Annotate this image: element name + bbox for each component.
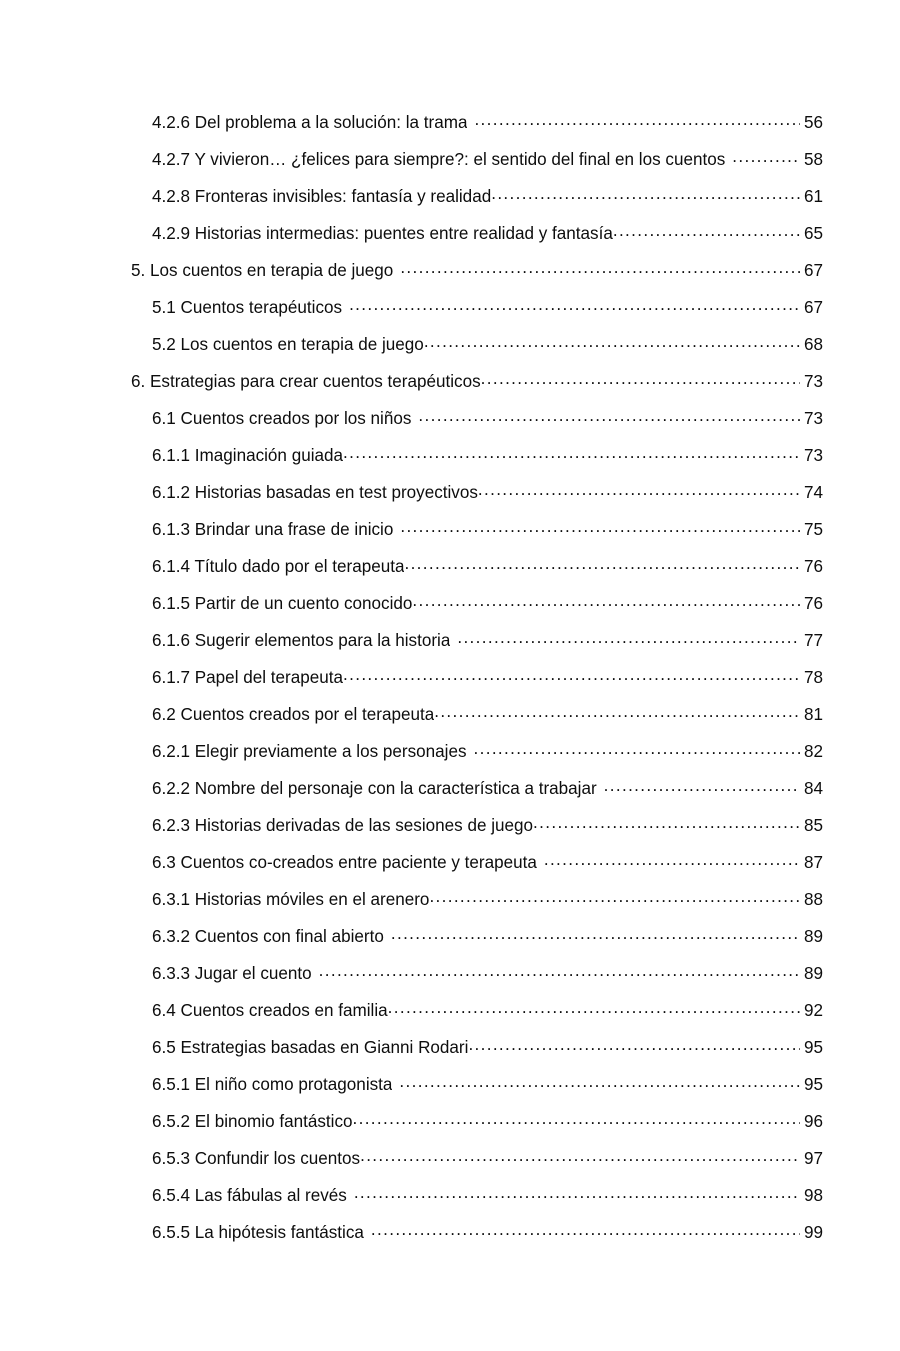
toc-dot-leader	[353, 1110, 801, 1127]
toc-dot-leader	[384, 925, 800, 942]
toc-page-number: 73	[803, 409, 823, 428]
toc-entry-label: 6.2.1 Elegir previamente a los personajes	[152, 742, 467, 761]
toc-page-number: 67	[803, 298, 823, 317]
toc-page-number: 82	[803, 742, 823, 761]
toc-entry[interactable]	[152, 622, 823, 659]
toc-entry-label: 6.2.3 Historias derivadas de las sesiones de juego	[152, 816, 534, 835]
toc-entry[interactable]	[152, 141, 823, 178]
toc-entry[interactable]	[152, 326, 823, 363]
toc-dot-leader	[468, 1036, 800, 1053]
toc-entry[interactable]	[152, 585, 823, 622]
toc-page-number: 87	[803, 853, 823, 872]
toc-entry-label: 6.1.7 Papel del terapeuta	[152, 668, 344, 687]
toc-page-number: 76	[803, 557, 823, 576]
toc-entry-label: 6.3.1 Historias móviles en el arenero	[152, 890, 430, 909]
toc-dot-leader	[450, 629, 800, 646]
toc-page-number: 65	[803, 224, 823, 243]
toc-page-number: 56	[803, 113, 823, 132]
toc-page-number: 67	[803, 261, 823, 280]
toc-entry[interactable]	[152, 770, 823, 807]
toc-dot-leader	[392, 1073, 800, 1090]
toc-entry-label: 6.5 Estrategias basadas en Gianni Rodari	[152, 1038, 469, 1057]
toc-entry-label: 5. Los cuentos en terapia de juego	[131, 261, 394, 280]
toc-page-number: 96	[803, 1112, 823, 1131]
toc-dot-leader	[613, 222, 800, 239]
toc-page-number: 77	[803, 631, 823, 650]
toc-entry[interactable]	[152, 104, 823, 141]
toc-page-number: 61	[803, 187, 823, 206]
toc-entry[interactable]	[152, 1066, 823, 1103]
toc-page-number: 78	[803, 668, 823, 687]
toc-entry-label: 4.2.8 Fronteras invisibles: fantasía y realidad	[152, 187, 492, 206]
toc-dot-leader	[478, 481, 800, 498]
toc-entry-label: 5.1 Cuentos terapéuticos	[152, 298, 343, 317]
toc-dot-leader	[467, 740, 800, 757]
toc-entry-label: 4.2.7 Y vivieron… ¿felices para siempre?: el sentido del final en los cuentos	[152, 150, 726, 169]
toc-page-number: 58	[803, 150, 823, 169]
toc-page-number: 73	[803, 446, 823, 465]
toc-page-number: 98	[803, 1186, 823, 1205]
toc-entry-label: 6.3.3 Jugar el cuento	[152, 964, 312, 983]
toc-entry[interactable]	[152, 955, 823, 992]
toc-page-number: 81	[803, 705, 823, 724]
toc-entry[interactable]	[152, 548, 823, 585]
toc-page-number: 85	[803, 816, 823, 835]
toc-entry[interactable]	[152, 696, 823, 733]
toc-dot-leader	[481, 370, 800, 387]
toc-dot-leader	[388, 999, 800, 1016]
toc-dot-leader	[342, 296, 800, 313]
toc-dot-leader	[393, 518, 800, 535]
toc-entry-label: 6.5.2 El binomio fantástico	[152, 1112, 353, 1131]
toc-entry[interactable]	[152, 511, 823, 548]
toc-entry-label: 6. Estrategias para crear cuentos terapéuticos	[131, 372, 481, 391]
toc-page-number: 74	[803, 483, 823, 502]
toc-entry-label: 6.2.2 Nombre del personaje con la característica a trabajar	[152, 779, 597, 798]
toc-page-number: 99	[803, 1223, 823, 1242]
toc-dot-leader	[424, 333, 800, 350]
table-of-contents	[0, 104, 900, 1251]
toc-entry[interactable]	[152, 474, 823, 511]
toc-entry[interactable]	[152, 733, 823, 770]
toc-dot-leader	[429, 888, 800, 905]
toc-entry-label: 6.1.1 Imaginación guiada	[152, 446, 344, 465]
toc-entry-label: 6.5.3 Confundir los cuentos	[152, 1149, 361, 1168]
toc-page-number: 95	[803, 1075, 823, 1094]
toc-entry[interactable]	[152, 1029, 823, 1066]
toc-entry[interactable]	[152, 807, 823, 844]
toc-entry-label: 6.1.3 Brindar una frase de inicio	[152, 520, 394, 539]
toc-entry-label: 6.3.2 Cuentos con final abierto	[152, 927, 384, 946]
toc-page-number: 73	[803, 372, 823, 391]
toc-dot-leader	[364, 1221, 800, 1238]
toc-dot-leader	[347, 1184, 800, 1201]
toc-page-number: 89	[803, 927, 823, 946]
toc-entry[interactable]	[152, 437, 823, 474]
toc-page-number: 75	[803, 520, 823, 539]
toc-entry[interactable]	[152, 992, 823, 1029]
toc-entry-label: 6.1.2 Historias basadas en test proyectivos	[152, 483, 478, 502]
toc-entry[interactable]	[131, 363, 823, 400]
toc-dot-leader	[491, 185, 800, 202]
toc-page-number: 88	[803, 890, 823, 909]
toc-entry[interactable]	[152, 289, 823, 326]
toc-page-number: 84	[803, 779, 823, 798]
toc-page-number: 92	[803, 1001, 823, 1020]
toc-entry[interactable]	[152, 1140, 823, 1177]
toc-entry-label: 4.2.6 Del problema a la solución: la trama	[152, 113, 468, 132]
toc-page-number: 68	[803, 335, 823, 354]
toc-dot-leader	[597, 777, 800, 794]
toc-entry-label: 6.4 Cuentos creados en familia	[152, 1001, 388, 1020]
toc-entry[interactable]	[131, 252, 823, 289]
toc-dot-leader	[537, 851, 800, 868]
toc-dot-leader	[533, 814, 800, 831]
toc-entry[interactable]	[152, 1214, 823, 1251]
toc-entry[interactable]	[152, 400, 823, 437]
toc-dot-leader	[725, 148, 800, 165]
toc-entry-label: 6.1 Cuentos creados por los niños	[152, 409, 412, 428]
toc-entry-label: 6.5.1 El niño como protagonista	[152, 1075, 393, 1094]
toc-entry[interactable]	[152, 918, 823, 955]
toc-dot-leader	[312, 962, 800, 979]
toc-entry-label: 5.2 Los cuentos en terapia de juego	[152, 335, 424, 354]
toc-page-number: 76	[803, 594, 823, 613]
toc-entry-label: 6.2 Cuentos creados por el terapeuta	[152, 705, 435, 724]
toc-dot-leader	[393, 259, 800, 276]
toc-dot-leader	[343, 444, 800, 461]
toc-page-number: 89	[803, 964, 823, 983]
toc-entry[interactable]	[152, 1177, 823, 1214]
toc-entry-label: 6.5.5 La hipótesis fantástica	[152, 1223, 364, 1242]
toc-page-number: 95	[803, 1038, 823, 1057]
toc-entry[interactable]	[152, 178, 823, 215]
toc-entry[interactable]	[152, 1103, 823, 1140]
toc-entry[interactable]	[152, 659, 823, 696]
toc-entry-label: 4.2.9 Historias intermedias: puentes entre realidad y fantasía	[152, 224, 613, 243]
toc-dot-leader	[360, 1147, 800, 1164]
toc-entry[interactable]	[152, 844, 823, 881]
toc-entry[interactable]	[152, 881, 823, 918]
toc-entry-label: 6.1.4 Título dado por el terapeuta	[152, 557, 405, 576]
toc-dot-leader	[343, 666, 800, 683]
toc-entry-label: 6.5.4 Las fábulas al revés	[152, 1186, 347, 1205]
toc-page-number: 97	[803, 1149, 823, 1168]
toc-dot-leader	[404, 555, 800, 572]
toc-entry-label: 6.3 Cuentos co-creados entre paciente y terapeuta	[152, 853, 537, 872]
toc-dot-leader	[412, 592, 800, 609]
toc-entry-label: 6.1.5 Partir de un cuento conocido	[152, 594, 413, 613]
toc-entry-label: 6.1.6 Sugerir elementos para la historia	[152, 631, 451, 650]
toc-dot-leader	[467, 111, 800, 128]
toc-entry[interactable]	[152, 215, 823, 252]
toc-dot-leader	[411, 407, 800, 424]
toc-dot-leader	[434, 703, 800, 720]
